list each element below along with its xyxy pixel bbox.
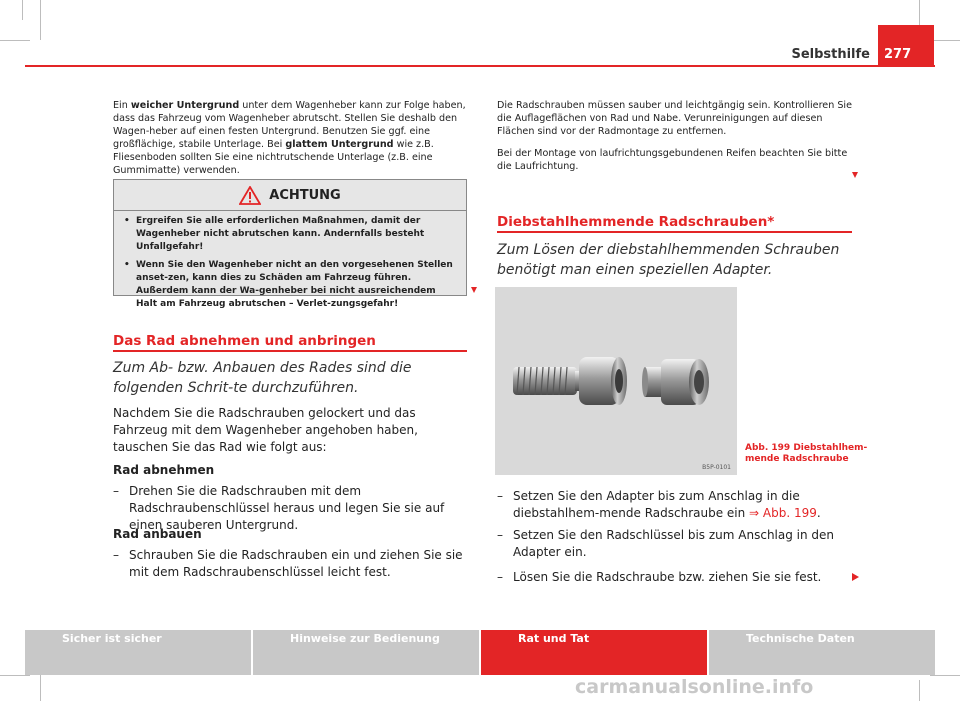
step-dash: – <box>497 528 503 542</box>
paragraph: Bei der Montage von laufrichtungsgebundenen Reifen beachten Sie bitte die Laufrichtung. <box>497 148 848 172</box>
crop-mark <box>930 675 960 676</box>
end-marker-icon <box>471 287 477 293</box>
intro-paragraph: Ein weicher Untergrund unter dem Wagenheber kann zur Folge haben, dass das Fahrzeug vom Wagenheber abrutscht. Stellen Sie deshalb den Wagen-heber auf einen festen Untergrund. Benutzen Sie ggf. eine großflächige, stabile Unterlage. Bei glattem Untergrund wie z.B. Fliesenboden sollten Sie eine nichtrutschende Unterlage (z.B. eine Gummimatte) verwenden. <box>113 100 466 176</box>
crop-mark <box>40 0 41 40</box>
adapter-step: – Setzen Sie den Adapter bis zum Anschlag in die diebstahlhem-mende Radschraube ein ⇒ Abb. 199. <box>497 489 821 520</box>
step-dash: – <box>497 489 503 503</box>
section-rule <box>113 350 467 352</box>
warning-box <box>113 179 467 309</box>
section-body: Nachdem Sie die Radschrauben gelockert und das Fahrzeug mit dem Wagenheber angehoben haben, tauschen Sie das Rad wie folgt aus: <box>113 406 418 454</box>
warning-header <box>114 180 466 211</box>
chapter-tabs <box>25 630 935 675</box>
wheel-bolt-illustration <box>495 287 737 475</box>
warning-item: • Wenn Sie den Wagenheber nicht an den vorgesehenen Stellen anset-zen, kann dies zu Schäden am Fahrzeug führen. Außerdem kann der Wa-genheber bei nicht ausreichendem Halt am Fahrzeug abrutschen – Verlet-zungsgefahr! <box>124 259 456 311</box>
tab-technische-daten[interactable]: Technische Daten <box>709 630 935 675</box>
install-step: – Schrauben Sie die Radschrauben ein und ziehen Sie sie mit dem Radschraubenschlüssel leicht fest. <box>113 548 463 579</box>
step-dash: – <box>497 570 503 584</box>
page-number: 277 <box>878 25 934 67</box>
section-rule <box>497 231 852 233</box>
right-paragraphs <box>497 99 857 182</box>
figure-wheel-bolt <box>495 287 737 475</box>
crop-mark <box>22 0 23 20</box>
step-dash: – <box>113 548 119 562</box>
wrench-step: – Setzen Sie den Radschlüssel bis zum Anschlag in den Adapter ein. <box>497 528 835 559</box>
figure-reference-link[interactable]: ⇒ Abb. 199 <box>749 506 817 520</box>
paragraph: Die Radschrauben müssen sauber und leichtgängig sein. Kontrollieren Sie die Auflageflächen von Rad und Nabe. Verunreinigungen auf diesen Flächen sind vor der Radmontage zu entfernen. <box>497 100 852 137</box>
remove-heading: Rad abnehmen <box>113 463 215 477</box>
tab-hinweise-zur-bedienung[interactable]: Hinweise zur Bedienung <box>253 630 479 675</box>
figure-caption: Abb. 199 Diebstahlhem- mende Radschraube <box>745 443 868 464</box>
section-title: Diebstahlhemmende Radschrauben* <box>497 214 775 230</box>
warning-triangle-icon <box>239 186 261 205</box>
header-rule <box>25 65 935 67</box>
loosen-step: – Lösen Sie die Radschraube bzw. ziehen Sie sie fest. <box>497 570 822 584</box>
section-title: Das Rad abnehmen und anbringen <box>113 333 376 349</box>
crop-mark <box>0 40 30 41</box>
warning-title: ACHTUNG <box>269 187 341 203</box>
tab-sicher-ist-sicher[interactable]: Sicher ist sicher <box>25 630 251 675</box>
crop-mark <box>40 675 41 701</box>
next-page-arrow-icon <box>852 573 859 581</box>
step-dash: – <box>113 484 119 498</box>
header-section-title: Selbsthilfe <box>791 47 870 62</box>
crop-mark <box>919 680 920 701</box>
crop-mark <box>930 40 960 41</box>
figure-code: B5P-0101 <box>702 464 731 471</box>
section-subhead: Zum Ab- bzw. Anbauen des Rades sind die folgenden Schrit-te durchzuführen. <box>113 360 412 396</box>
crop-mark <box>0 675 30 676</box>
section-subhead: Zum Lösen der diebstahlhemmenden Schrauben benötigt man einen speziellen Adapter. <box>497 242 840 278</box>
end-marker-icon <box>852 172 858 178</box>
tab-rat-und-tat[interactable]: Rat und Tat <box>481 630 707 675</box>
remove-step: – Drehen Sie die Radschrauben mit dem Radschraubenschlüssel heraus und legen Sie sie auf einen sauberen Untergrund. <box>113 484 445 532</box>
install-heading: Rad anbauen <box>113 527 202 541</box>
watermark: carmanualsonline.info <box>575 676 814 698</box>
warning-item: • Ergreifen Sie alle erforderlichen Maßnahmen, damit der Wagenheber nicht abrutschen kann. Andernfalls besteht Unfallgefahr! <box>124 215 456 254</box>
